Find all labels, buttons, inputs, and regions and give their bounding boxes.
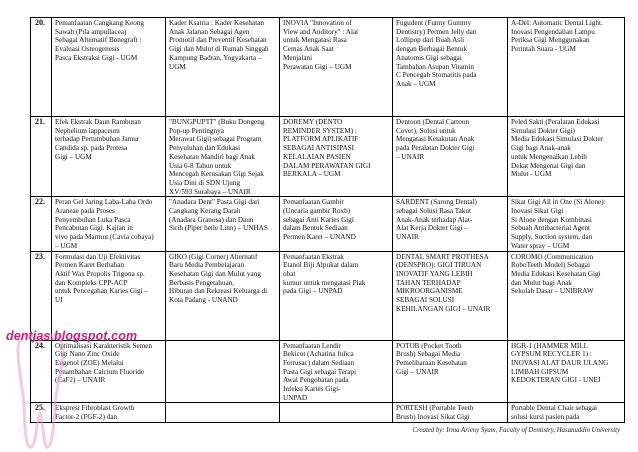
table-cell [166, 340, 280, 403]
table-cell: Pemanfaatan Ekstrak Etanol Biji Alpukat dalam obat kumur untuk mengatasi Plak pada Gigi – UNPAD [280, 251, 393, 340]
table-cell: Fugudent (Funny Gummy Dentistry) Permen Jelly dan Lollipop dari Buah Asli dengan Berbagai Bentuk Anatomis Gigi sebagai Tambahan Asupan Vitamin C Pencegah Stomatitis pada Anak – UGM [393, 18, 508, 117]
table-cell: SARDENT (Sarong Dental) sebagai Solusi Rasa Takut Anak-Anak terhadap Alat- Alat Kerja Dokter Gigi – UNAIR [393, 197, 508, 251]
table-row [31, 251, 625, 340]
table-cell: Pemanfaatan Lendir Bekicot (Achatina fulica Ferrusac) dalam Sediaan Pasta Gigi sebagai Terapi Awal Pengobatan pada Infeksi Karies Gigi- UNPAD [280, 340, 393, 403]
table-cell [166, 403, 280, 422]
table-cell: Efek Ekstrak Daun Rambutan Nephelium lappaceum terhadap Pertumbuhan Jamur Candida sp. pada Protesa Gigi – UGM [52, 117, 166, 197]
table-cell: HGR-1 (HAMMER MILL GYPSUM RECYCLER 1) : INOVASI ALAT DAUR ULANG LIMBAH GIPSUM KEDOKTERAN GIGI - UNEJ [508, 340, 625, 403]
table-row [31, 340, 625, 403]
table-cell: INOVIA "Innovation of View and Auditory" : Alat untuk Mengatasi Rasa Cemas Anak Saat Menjalani Perawatan Gigi – UGM [280, 18, 393, 117]
table-cell: Portable Dental Chair sebagai solusi kursi pasien pada [508, 403, 625, 422]
table-row [31, 403, 625, 422]
table-cell: "Anadara Dent" Pasta Gigi dari Cangkang Kerang Darah (Anadara Granosa) dan Daun Sirih (Piper betle Linn) – UNHAS [166, 197, 280, 251]
row-number: 25. [31, 403, 52, 422]
table-cell: DOREMY (DENTO REMINDER SYSTEM) : PLATFORM APLIKATIF SEBAGAI ANTISIPASI KELALAIAN PASIEN DALAM PERAWATAN GIGI BERKALA – UGM [280, 117, 393, 197]
table-row [31, 18, 625, 117]
row-number: 20. [31, 18, 52, 117]
table-cell: Peran Gel Jaring Laba-Laba Ordo Araneae pada Proses Penyembuhan Luka Pasca Pencabutan Gigi. Kajian in vivo pada Marmut (Cavia cobaya) – UGM [52, 197, 166, 251]
table-cell: Peled Sakti (Peralatan Edukasi Simulasi Dokter Gigi) Media Edukasi Simulasi Dokter Gigi bagi Anak-anak untuk Mengenalkan Lebih Dekat Mengenai Gigi dan Mulut - UGM [508, 117, 625, 197]
row-number: 22. [31, 197, 52, 251]
row-number: 24. [31, 340, 52, 403]
table-cell [280, 403, 393, 422]
table-cell: Dentoon (Dental Cartoon Cover), Solusi untuk Mengatasi Ketakutan Anak pada Peralatan Dokter Gigi – UNAIR [393, 117, 508, 197]
table-cell: Sikat Gigi All in One (Si Alone): Inovasi Sikat Gigi Si Alone dengan Kombinasi Sebuah Antibacterial Agent Supply, Suction system, dan Water spray – UGM [508, 197, 625, 251]
table-cell: Kader Ksatria : Kader Kesehatan Anak Jalanan Sebagai Agen Promotif dan Preventif Kesehatan Gigi dan Mulut di Rumah Singgah Kampung Badran, Yogyakarta – UGM [166, 18, 280, 117]
credit-line: Created by: Irma Arieny Syam, Faculty of Dentistry, Hasanuddin University [412, 427, 620, 434]
table-cell: Pemanfaatan Cangkang Keong Sawah (Pila ampullacea) Sebagai Alternatif Bonegraft : Evaluasi Osteogenesis Pasca Ekstraksi Gigi - UGM [52, 18, 166, 117]
table-cell: DENTAL SMART PROTHESA (DENSPRO): GIGI TIRUAN INOVATIF YANG LEBIH TAHAN TERHADAP MIKROORGANISME SEBAGAI SOLUSI KEHILANGAN GIGI – UNAIR [393, 251, 508, 340]
table-cell: COROMO (Communication RoboTeeth Model) Sebagai Media Edukasi Kesehatan Gigi dan Mulut bagi Anak Sekolah Dasar – UNIBRAW [508, 251, 625, 340]
table-cell: Ekspresi Fibroblast Growth Factor-2 (FGF-2) dan [52, 403, 166, 422]
table-row [31, 117, 625, 197]
table-cell: "BUNGPUP'IT" (Buku Dongeng Pop-up Pentingnya Merawat Gigi) sebagai Program Penyuluhan dan Edukasi Kesehatan Mandiri bagi Anak Usia 6-8 Tahun untuk Mencegah Kerusakan Gigi Sejak Usia Dini di SDN Ujung XV/593 Surabaya – UNAIR [166, 117, 280, 197]
row-number: 21. [31, 117, 52, 197]
table-cell: Formulasi dan Uji Efektivitas Permen Karet Berbahan Aktif Wax Propolis Trigona sp. dan Kompleks CPP-ACP untuk Pencegahan Karies Gigi – UI [52, 251, 166, 340]
table-row [31, 197, 625, 251]
table-cell: POTOB (Pocket Tooth Brush) Sebagai Media Pemeliharaan Kesehatan Gigi – UNAIR [393, 340, 508, 403]
table-cell: GIKO (Gigi Corner) Alternatif Baru Media Pembelajaran Kesehatan Gigi dan Mulut yang Berbasis Pengetahuan, Hiburan dan Rekreasi Keluarga di Kota Padang - UNAND [166, 251, 280, 340]
table-cell: PORTESH (Portable Teeth Brush) Inovasi Sikat Gigi [393, 403, 508, 422]
watermark-text: dentjas.blogspot.com [6, 329, 138, 343]
table-cell: Pemanfaatan Gambir (Uncaria gambir Roxb) sebagai Anti Karies Gigi dalam Bentuk Sediaan Permen Karet – UNAND [280, 197, 393, 251]
innovation-table [30, 17, 625, 423]
table-cell: Optimalisasi Karakteristik Semen Gigi Nano Zinc Oxide Eugenol (ZOE) Melalui Penambahan Calcium Fluoride (CaF2) – UNAIR [52, 340, 166, 403]
table-cell: A-Del: Automatic Dental Light. Inovasi Pengendalian Lampu Periksa Gigi Menggunakan Perintah Suara - UGM [508, 18, 625, 117]
row-number: 23. [31, 251, 52, 340]
